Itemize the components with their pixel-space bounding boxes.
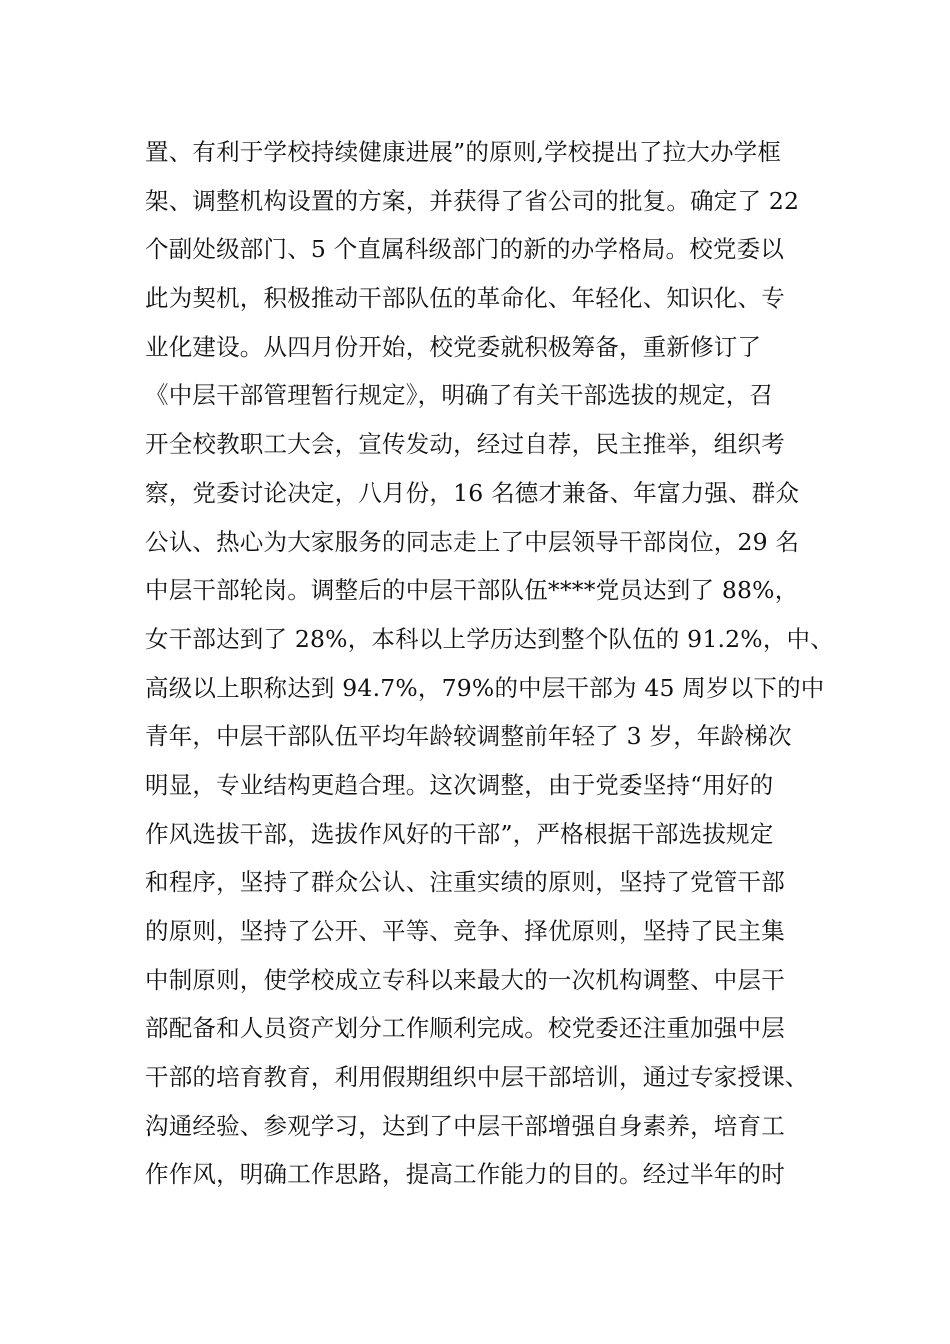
body-paragraph <box>145 128 835 1199</box>
text-line-5: 业化建设。从四月份开始，校党委就积极筹备，重新修订了 <box>145 332 762 361</box>
text-line-1: 置、有利于学校持续健康进展”的原则,学校提出了拉大办学框 <box>145 138 782 166</box>
text-line-8: 察，党委讨论决定，八月份，16 名德才兼备、年富力强、群众 <box>145 478 800 507</box>
text-line-21: 沟通经验、参观学习，达到了中层干部增强自身素养，培育工 <box>145 1111 785 1140</box>
text-line-9: 公认、热心为大家服务的同志走上了中层领导干部岗位，29 名 <box>145 527 800 556</box>
text-line-19: 部配备和人员资产划分工作顺利完成。校党委还注重加强中层 <box>145 1014 785 1043</box>
text-line-12: 高级以上职称达到 94.7%，79%的中层干部为 45 周岁以下的中 <box>145 673 825 702</box>
text-line-6: 《中层干部管理暂行规定》，明确了有关干部选拔的规定，召 <box>145 381 774 410</box>
text-line-15: 作风选拔干部，选拔作风好的干部”，严格根据干部选拔规定 <box>145 819 774 848</box>
text-line-3: 个副处级部门、5 个直属科级部门的新的办学格局。校党委以 <box>145 235 785 264</box>
text-line-20: 干部的培育教育，利用假期组织中层干部培训，通过专家授课、 <box>145 1063 809 1092</box>
text-line-22: 作作风，明确工作思路，提高工作能力的目的。经过半年的时 <box>145 1160 785 1189</box>
text-line-4: 此为契机，积极推动干部队伍的革命化、年轻化、知识化、专 <box>145 284 785 313</box>
text-line-16: 和程序，坚持了群众公认、注重实绩的原则，坚持了党管干部 <box>145 868 785 897</box>
text-line-11: 女干部达到了 28%，本科以上学历达到整个队伍的 91.2%，中、 <box>145 624 834 653</box>
text-line-10: 中层干部轮岗。调整后的中层干部队伍****党员达到了 88%， <box>145 576 799 605</box>
text-line-13: 青年，中层干部队伍平均年龄较调整前年轻了 3 岁，年龄梯次 <box>145 722 792 751</box>
text-line-14: 明显，专业结构更趋合理。这次调整，由于党委坚持“用好的 <box>145 770 774 799</box>
text-line-7: 开全校教职工大会，宣传发动，经过自荐，民主推举，组织考 <box>145 430 785 459</box>
text-line-17: 的原则，坚持了公开、平等、竞争、择优原则，坚持了民主集 <box>145 917 785 945</box>
text-line-18: 中制原则，使学校成立专科以来最大的一次机构调整、中层干 <box>145 965 785 994</box>
text-line-2: 架、调整机构设置的方案，并获得了省公司的批复。确定了 22 <box>145 186 800 215</box>
